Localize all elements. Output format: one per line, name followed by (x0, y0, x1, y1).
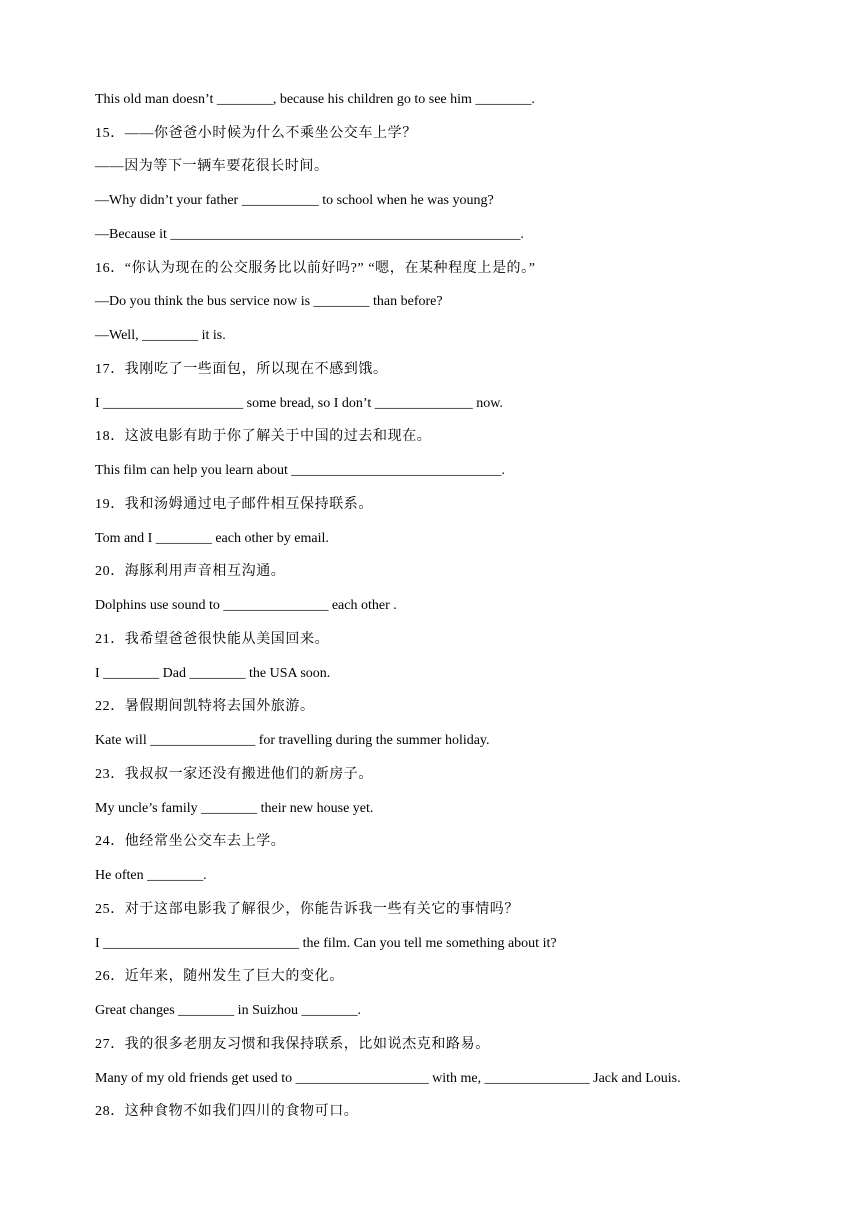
text-line: Many of my old friends get used to ___________________ with me, _______________ Jack and Louis. (95, 1071, 681, 1086)
question-26-prompt: 26．近年来，随州发生了巨大的变化。 (95, 969, 344, 984)
question-27-prompt: 27．我的很多老朋友习惯和我保持联系，比如说杰克和路易。 (95, 1037, 490, 1052)
question-21-prompt: 21．我希望爸爸很快能从美国回来。 (95, 632, 330, 647)
text-line: He often ________. (95, 868, 207, 883)
question-24-prompt: 24．他经常坐公交车去上学。 (95, 834, 286, 849)
text-line: I ____________________ some bread, so I don’t ______________ now. (95, 396, 503, 411)
text-line: —Well, ________ it is. (95, 328, 226, 343)
text-line: ——因为等下一辆车要花很长时间。 (95, 159, 329, 174)
text-line: My uncle’s family ________ their new house yet. (95, 801, 374, 816)
question-16-prompt: 16．“你认为现在的公交服务比以前好吗?” “嗯，在某种程度上是的。” (95, 261, 536, 276)
text-line: —Why didn’t your father ___________ to school when he was young? (95, 193, 494, 208)
question-25-prompt: 25．对于这部电影我了解很少，你能告诉我一些有关它的事情吗？ (95, 902, 519, 917)
text-line: Kate will _______________ for travelling during the summer holiday. (95, 733, 490, 748)
text-line: This old man doesn’t ________, because his children go to see him ________. (95, 92, 535, 107)
text-line: Tom and I ________ each other by email. (95, 531, 329, 546)
question-23-prompt: 23．我叔叔一家还没有搬进他们的新房子。 (95, 767, 373, 782)
question-15-prompt: 15．——你爸爸小时候为什么不乘坐公交车上学？ (95, 126, 417, 141)
question-17-prompt: 17．我刚吃了一些面包，所以现在不感到饿。 (95, 362, 388, 377)
text-line: —Do you think the bus service now is ________ than before? (95, 294, 443, 309)
text-line: Great changes ________ in Suizhou ________. (95, 1003, 361, 1018)
text-line: Dolphins use sound to _______________ each other . (95, 598, 397, 613)
question-18-prompt: 18．这波电影有助于你了解关于中国的过去和现在。 (95, 429, 432, 444)
question-22-prompt: 22．暑假期间凯特将去国外旅游。 (95, 699, 315, 714)
text-line: I ________ Dad ________ the USA soon. (95, 666, 331, 681)
question-28-prompt: 28．这种食物不如我们四川的食物可口。 (95, 1104, 359, 1119)
question-19-prompt: 19．我和汤姆通过电子邮件相互保持联系。 (95, 497, 373, 512)
text-line: —Because it __________________________________________________. (95, 227, 524, 242)
text-line: This film can help you learn about ______________________________. (95, 463, 505, 478)
question-20-prompt: 20．海豚利用声音相互沟通。 (95, 564, 286, 579)
text-line: I ____________________________ the film. Can you tell me something about it? (95, 936, 557, 951)
